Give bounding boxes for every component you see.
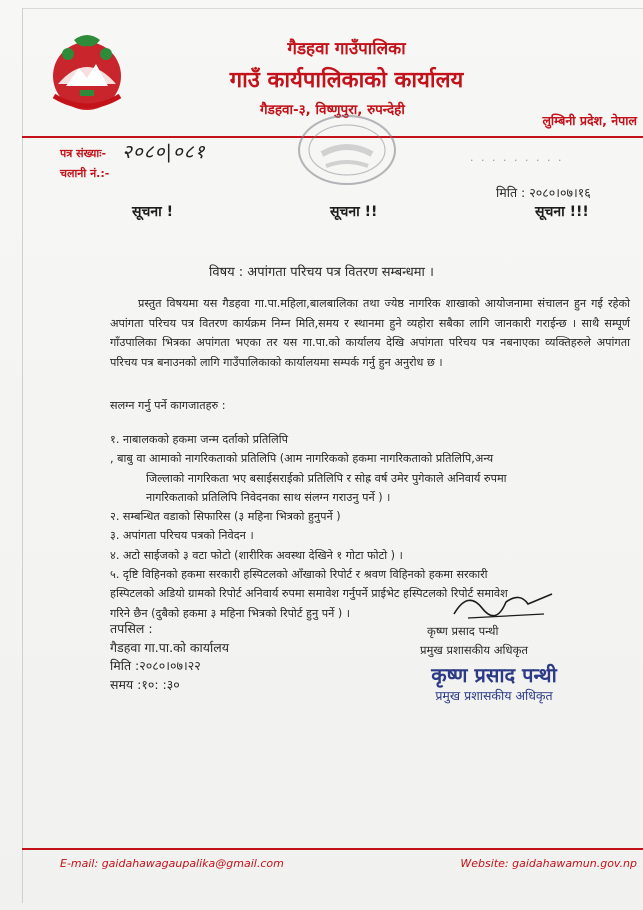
list-item: २. सम्बन्धित वडाको सिफारिस (३ महिना भित्रको हुनुपर्ने ) [110, 510, 341, 524]
office-name: गैडहवा गाउँपालिका [287, 39, 406, 59]
attachments-heading: सलग्न गर्नु पर्ने कागजातहरु : [110, 399, 226, 412]
schedule-place: गैडहवा गा.पा.को कार्यालय [110, 639, 229, 655]
office-seal-stamp [292, 110, 402, 190]
page-edge-left [22, 8, 23, 903]
list-item: ५. दृष्टि विहिनको हकमा सरकारी हस्पिटलको आँखाको रिपोर्ट र श्रवण विहिनको हकमा सरकारी [110, 568, 488, 582]
office-title: गाउँ कार्यपालिकाको कार्यालय [229, 68, 464, 93]
schedule-heading: तपसिल : [110, 621, 153, 636]
list-item: हस्पिटलको अडियो ग्रामको रिपोर्ट अनिवार्य रुपमा समावेश गर्नुपर्ने प्राईभेट हस्पिटलको रिपोर्ट समावेश [110, 587, 508, 601]
list-item: ३. अपांगता परिचय पत्रको निवेदन । [110, 529, 254, 543]
notice-heading-1: सूचना ! [132, 204, 174, 220]
signatory-title: प्रमुख प्रशासकीय अधिकृत [420, 643, 528, 657]
signatory-stamp [416, 659, 572, 709]
dotted-line: · · · · · · · · · [470, 154, 564, 167]
notice-heading-2: सूचना !! [330, 204, 378, 220]
signatory-name: कृष्ण प्रसाद पन्थी [427, 624, 499, 638]
letter-subject: विषय : अपांगता परिचय पत्र वितरण सम्बन्धमा । [209, 265, 434, 280]
list-item: नागरिकताको प्रतिलिपि निवेदनका साथ संलग्न गराउनु पर्ने ) । [146, 490, 391, 504]
dispatch-number-label: चलानी नं.:- [60, 167, 110, 180]
stamp-title: प्रमुख प्रशासकीय अधिकृत [435, 688, 553, 703]
schedule-block [110, 620, 229, 694]
footer-divider [22, 848, 643, 850]
page-edge-top [22, 8, 643, 9]
notice-heading-3: सूचना !!! [535, 204, 589, 220]
list-item: १. नाबालकको हकमा जन्म दर्ताको प्रतिलिपि [110, 433, 288, 446]
list-item: जिल्लाको नागरिकता भए बसाईसराईको प्रतिलिपि र सोह्र वर्ष उमेर पुगेकाले अनिवार्य रुपमा [146, 471, 507, 485]
body-paragraph-text: प्रस्तुत विषयमा यस गैडहवा गा.पा.महिला,बालबालिका तथा ज्येष्ठ नागरिक शाखाको आयोजनामा संचालन हुन गई रहेको अपांगता परिचय पत्र वितरण कार्यक्रम निम्न मिति,समय र स्थानमा हुने व्यहोरा सबैका लागि जानकारी गराईन्छ । साथै सम्पूर्ण गाँउपालिका भित्रका अपांगता भएका तर यस गा.पा.को कार्यालय देखि अपांगता परिचय पत्र नबनाएका व्यक्तिहरुले अपांगता परिचय पत्र बनाउनको लागि गाउँपालिकाको कार्यालयमा सम्पर्क गर्नु हुन अनुरोध छ । [110, 297, 630, 369]
list-item: , बाबु वा आमाको नागरिकताको प्रतिलिपि (आम नागरिकको हकमा नागरिकताको प्रतिलिपि,अन्य [110, 452, 494, 466]
letter-date: मिति : २०८०।०७।१६ [496, 185, 591, 200]
province-label: लुम्बिनी प्रदेश, नेपाल [542, 113, 637, 128]
list-item: गरिने छैन (दुबैको हकमा ३ महिना भित्रको रिपोर्ट हुनु पर्ने ) । [110, 606, 351, 620]
reference-number-label: पत्र संख्याः- [60, 147, 107, 160]
list-item: ४. अटो साईजको ३ वटा फोटो (शारीरिक अवस्था देखिने १ गोटा फोटो ) । [110, 548, 403, 562]
schedule-time: समय :१०: :३० [110, 676, 180, 692]
stamp-name: कृष्ण प्रसाद पन्थी [431, 663, 557, 687]
footer-email: E-mail: gaidahawagaupalika@gmail.com [60, 857, 284, 870]
office-address: गैडहवा-३, विष्णुपुरा, रुपन्देही [260, 102, 405, 118]
schedule-date: मिति :२०८०।०७।२२ [110, 658, 201, 673]
reference-number-value: २०८०|०८१ [122, 141, 206, 163]
body-paragraph [110, 294, 630, 372]
handwritten-signature [448, 584, 558, 624]
footer-website: Website: gaidahawamun.gov.np [460, 857, 637, 870]
